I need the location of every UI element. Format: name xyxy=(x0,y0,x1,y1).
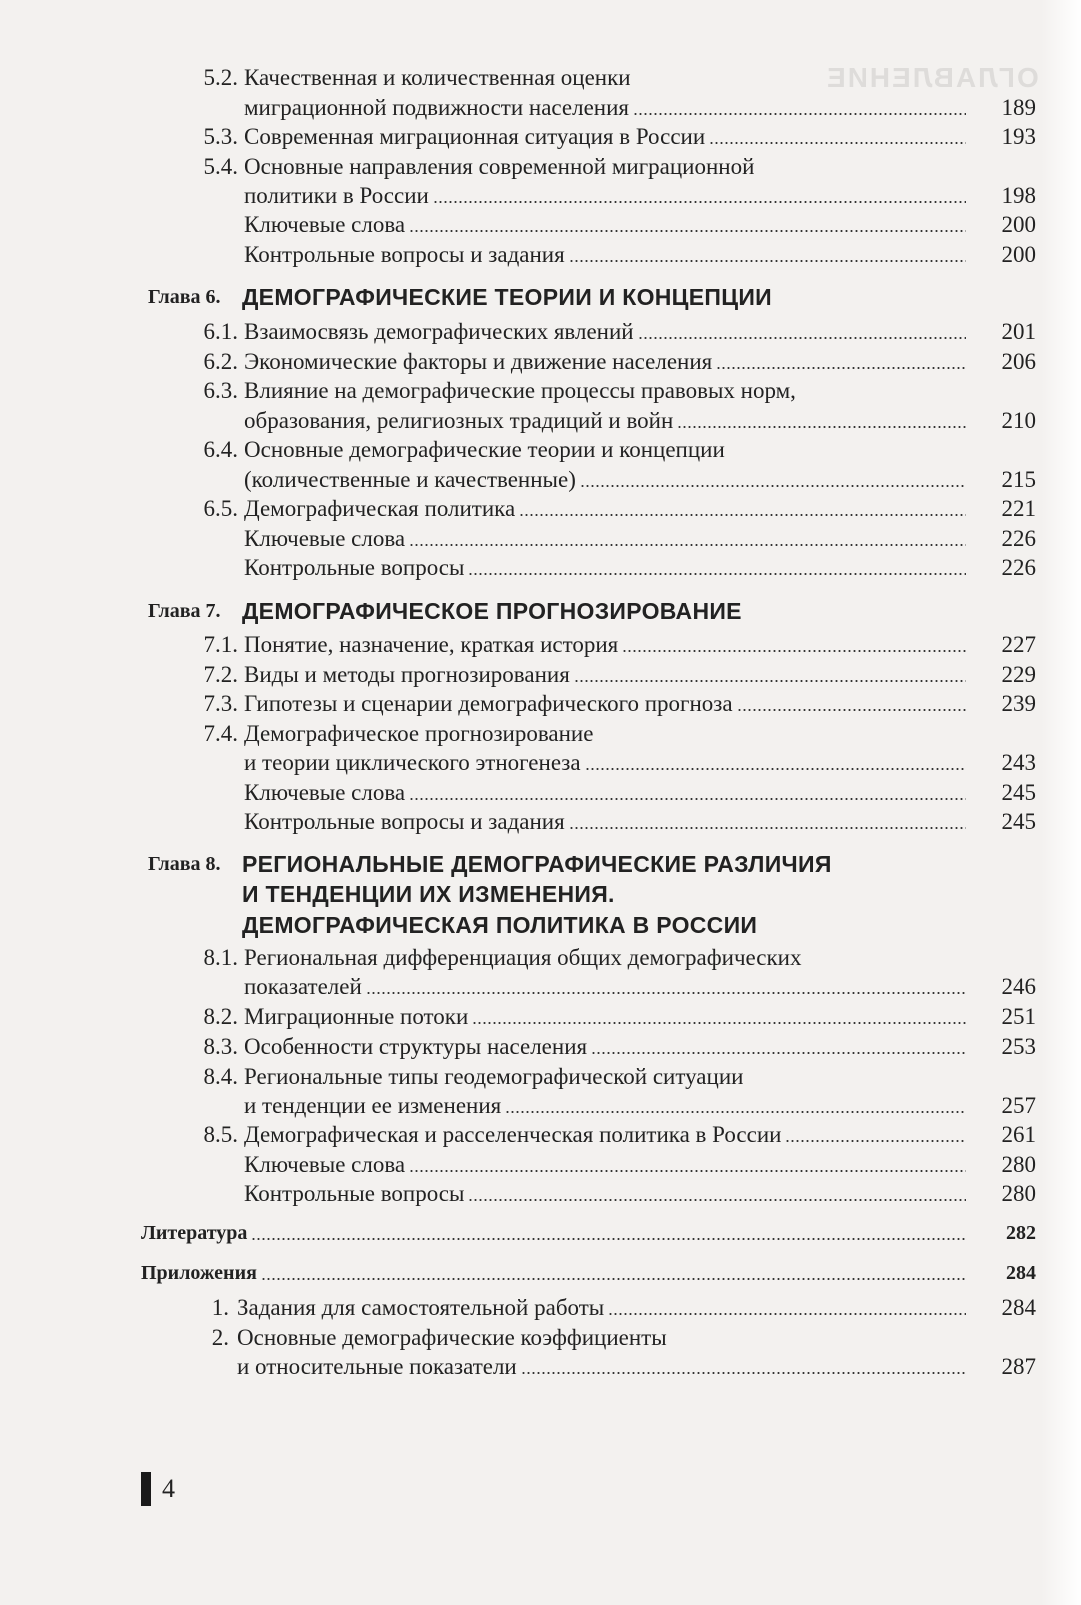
toc-line xyxy=(0,748,1081,778)
toc-line xyxy=(0,1258,1081,1288)
dot-leader xyxy=(608,1313,966,1315)
bleed-through-text: ОГЛАВЛЕНИЕ xyxy=(825,62,1039,93)
toc-entry-title: Демографическое прогнозирование xyxy=(244,721,594,746)
toc-entry-number: 8.4. xyxy=(203,1064,238,1089)
dot-leader xyxy=(638,337,966,339)
toc-page-number: 284 xyxy=(1001,1295,1036,1320)
toc-line xyxy=(0,778,1081,808)
toc-entry-number: 7.3. xyxy=(203,691,238,716)
toc-entry-title: Региональная дифференциация общих демографических xyxy=(244,945,802,970)
dot-leader xyxy=(472,1022,966,1024)
dot-leader xyxy=(569,260,966,262)
dot-leader xyxy=(409,544,966,546)
toc-entry-number: 7.4. xyxy=(203,721,238,746)
dot-leader xyxy=(716,367,966,369)
toc-page-number: 251 xyxy=(1001,1004,1036,1029)
toc-line xyxy=(0,807,1081,837)
toc-line xyxy=(0,152,1081,182)
toc-entry-number: 5.3. xyxy=(203,124,238,149)
toc-line xyxy=(0,1352,1081,1382)
toc-line xyxy=(0,210,1081,240)
toc-page-number: 227 xyxy=(1001,632,1036,657)
toc-page-number: 245 xyxy=(1001,780,1036,805)
chapter-label: Глава 6. xyxy=(148,286,221,308)
chapter-title: ДЕМОГРАФИЧЕСКИЕ ТЕОРИИ И КОНЦЕПЦИИ xyxy=(242,284,773,310)
toc-line xyxy=(0,1150,1081,1180)
dot-leader xyxy=(622,650,966,652)
toc-entry-title: Миграционные потоки xyxy=(244,1004,469,1029)
dot-leader xyxy=(433,201,966,203)
chapter-title: РЕГИОНАЛЬНЫЕ ДЕМОГРАФИЧЕСКИЕ РАЗЛИЧИЯ xyxy=(242,851,832,877)
dot-leader xyxy=(633,113,966,115)
toc-entry-number: 6.2. xyxy=(203,349,238,374)
toc-line xyxy=(0,1120,1081,1150)
toc-line xyxy=(0,1218,1081,1248)
dot-leader xyxy=(251,1238,966,1240)
toc-line xyxy=(0,1062,1081,1092)
toc-page-number: 201 xyxy=(1001,319,1036,344)
toc-line xyxy=(0,282,1081,312)
toc-line xyxy=(0,1091,1081,1121)
dot-leader xyxy=(409,1170,966,1172)
toc-entry-number: 6.1. xyxy=(203,319,238,344)
chapter-title: ДЕМОГРАФИЧЕСКАЯ ПОЛИТИКА В РОССИИ xyxy=(242,912,758,938)
toc-page-number: 257 xyxy=(1001,1093,1036,1118)
toc-page-number: 280 xyxy=(1001,1152,1036,1177)
toc-entry-number: 5.4. xyxy=(203,154,238,179)
dot-leader xyxy=(737,709,966,711)
toc-line xyxy=(0,181,1081,211)
toc-entry-title: Понятие, назначение, краткая история xyxy=(244,632,619,657)
toc-entry-number: 6.3. xyxy=(203,378,238,403)
toc-line xyxy=(0,93,1081,123)
dot-leader xyxy=(569,827,966,829)
toc-line xyxy=(0,317,1081,347)
page-marker-bar xyxy=(141,1472,151,1506)
toc-page-number: 253 xyxy=(1001,1034,1036,1059)
toc-page-number: 245 xyxy=(1001,809,1036,834)
toc-page-number: 246 xyxy=(1001,974,1036,999)
toc-entry-title: Влияние на демографические процессы правовых норм, xyxy=(244,378,796,403)
toc-entry-title: Ключевые слова xyxy=(244,526,406,551)
toc-entry-title: Ключевые слова xyxy=(244,212,406,237)
toc-page-number: 239 xyxy=(1001,691,1036,716)
toc-page-number: 282 xyxy=(1006,1222,1036,1244)
toc-page-number: 193 xyxy=(1001,124,1036,149)
toc-page-number: 189 xyxy=(1001,95,1036,120)
toc-entry-title: Контрольные вопросы xyxy=(244,1181,465,1206)
toc-page-number: 226 xyxy=(1001,555,1036,580)
dot-leader xyxy=(591,1052,966,1054)
toc-entry-number: 6.4. xyxy=(203,437,238,462)
toc-line xyxy=(0,630,1081,660)
toc-entry-title: Демографическая политика xyxy=(244,496,516,521)
dot-leader xyxy=(585,768,966,770)
toc-page-number: 280 xyxy=(1001,1181,1036,1206)
toc-entry-number: 8.5. xyxy=(203,1122,238,1147)
dot-leader xyxy=(709,142,966,144)
toc-entry-number: 6.5. xyxy=(203,496,238,521)
dot-leader xyxy=(409,230,966,232)
toc-entry-number: 8.1. xyxy=(203,945,238,970)
toc-entry-title: Контрольные вопросы и задания xyxy=(244,242,565,267)
toc-line xyxy=(0,910,1081,940)
toc-line xyxy=(0,553,1081,583)
toc-line xyxy=(0,972,1081,1002)
toc-page-number: 210 xyxy=(1001,408,1036,433)
toc-entry-title: и относительные показатели xyxy=(237,1354,517,1379)
toc-entry-title: и теории циклического этногенеза xyxy=(244,750,581,775)
toc-line xyxy=(0,435,1081,465)
toc-line xyxy=(0,1179,1081,1209)
toc-entry-title: Задания для самостоятельной работы xyxy=(237,1295,605,1320)
toc-entry-title: политики в России xyxy=(244,183,429,208)
toc-page-number: 200 xyxy=(1001,242,1036,267)
dot-leader xyxy=(677,426,966,428)
toc-line xyxy=(0,494,1081,524)
toc-line xyxy=(0,1293,1081,1323)
toc-line xyxy=(0,376,1081,406)
toc-line xyxy=(0,943,1081,973)
toc-entry-number: 7.1. xyxy=(203,632,238,657)
chapter-label: Глава 7. xyxy=(148,600,221,622)
toc-line xyxy=(0,465,1081,495)
toc-entry-title: Региональные типы геодемографической ситуации xyxy=(244,1064,744,1089)
toc-line xyxy=(0,406,1081,436)
toc-page-number: 229 xyxy=(1001,662,1036,687)
toc-entry-title: Экономические факторы и движение населения xyxy=(244,349,713,374)
toc-page-number: 243 xyxy=(1001,750,1036,775)
toc-entry-number: 5.2. xyxy=(203,65,238,90)
toc-page-number: 261 xyxy=(1001,1122,1036,1147)
dot-leader xyxy=(574,680,966,682)
chapter-title: ДЕМОГРАФИЧЕСКОЕ ПРОГНОЗИРОВАНИЕ xyxy=(242,598,742,624)
toc-page-number: 200 xyxy=(1001,212,1036,237)
dot-leader xyxy=(409,798,966,800)
dot-leader xyxy=(519,514,966,516)
toc-page-number: 215 xyxy=(1001,467,1036,492)
toc-entry-title: образования, религиозных традиций и войн xyxy=(244,408,674,433)
toc-line xyxy=(0,240,1081,270)
dot-leader xyxy=(785,1140,966,1142)
toc-entry-title: Контрольные вопросы xyxy=(244,555,465,580)
dot-leader xyxy=(468,573,966,575)
toc-entry-title: и тенденции ее изменения xyxy=(244,1093,502,1118)
toc-page-number: 226 xyxy=(1001,526,1036,551)
toc-entry-title: Контрольные вопросы и задания xyxy=(244,809,565,834)
toc-entry-title: Виды и методы прогнозирования xyxy=(244,662,570,687)
toc-line xyxy=(0,719,1081,749)
toc-entry-number: 8.2. xyxy=(203,1004,238,1029)
toc-entry-title: Современная миграционная ситуация в России xyxy=(244,124,706,149)
toc-entry-title: показателей xyxy=(244,974,362,999)
dot-leader xyxy=(505,1111,966,1113)
page-number: 4 xyxy=(162,1474,175,1503)
toc-line xyxy=(0,596,1081,626)
toc-entry-title: Основные направления современной миграционной xyxy=(244,154,755,179)
toc-entry-title: миграционной подвижности населения xyxy=(244,95,630,120)
toc-line xyxy=(0,347,1081,377)
toc-line xyxy=(0,1002,1081,1032)
toc-entry-title: Литература xyxy=(141,1222,248,1244)
toc-line xyxy=(0,524,1081,554)
toc-line xyxy=(0,879,1081,909)
dot-leader xyxy=(261,1278,966,1280)
toc-line xyxy=(0,849,1081,879)
toc-line xyxy=(0,63,1081,93)
toc-line xyxy=(0,1032,1081,1062)
dot-leader xyxy=(366,992,966,994)
chapter-title: И ТЕНДЕНЦИИ ИХ ИЗМЕНЕНИЯ. xyxy=(242,881,615,907)
toc-entry-title: Ключевые слова xyxy=(244,780,406,805)
toc-entry-title: Основные демографические коэффициенты xyxy=(237,1325,667,1350)
toc-entry-title: Демографическая и расселенческая политика в России xyxy=(244,1122,782,1147)
toc-entry-number: 7.2. xyxy=(203,662,238,687)
toc-line xyxy=(0,660,1081,690)
toc-entry-title: Основные демографические теории и концепции xyxy=(244,437,725,462)
toc-entry-title: Гипотезы и сценарии демографического прогноза xyxy=(244,691,733,716)
toc-entry-number: 1. xyxy=(211,1295,229,1320)
dot-leader xyxy=(468,1199,966,1201)
toc-line xyxy=(0,1323,1081,1353)
toc-page-number: 284 xyxy=(1006,1262,1036,1284)
toc-entry-title: Приложения xyxy=(141,1262,257,1284)
toc-line xyxy=(0,689,1081,719)
toc-entry-number: 2. xyxy=(211,1325,229,1350)
toc-line xyxy=(0,122,1081,152)
toc-entry-title: Качественная и количественная оценки xyxy=(244,65,631,90)
dot-leader xyxy=(580,485,966,487)
toc-page-number: 206 xyxy=(1001,349,1036,374)
toc-entry-title: (количественные и качественные) xyxy=(244,467,576,492)
toc-page-number: 198 xyxy=(1001,183,1036,208)
toc-entry-title: Взаимосвязь демографических явлений xyxy=(244,319,634,344)
toc-entry-title: Ключевые слова xyxy=(244,1152,406,1177)
toc-page-number: 287 xyxy=(1001,1354,1036,1379)
dot-leader xyxy=(521,1372,966,1374)
toc-entry-number: 8.3. xyxy=(203,1034,238,1059)
toc-entry-title: Особенности структуры населения xyxy=(244,1034,588,1059)
chapter-label: Глава 8. xyxy=(148,853,221,875)
toc-page-number: 221 xyxy=(1001,496,1036,521)
